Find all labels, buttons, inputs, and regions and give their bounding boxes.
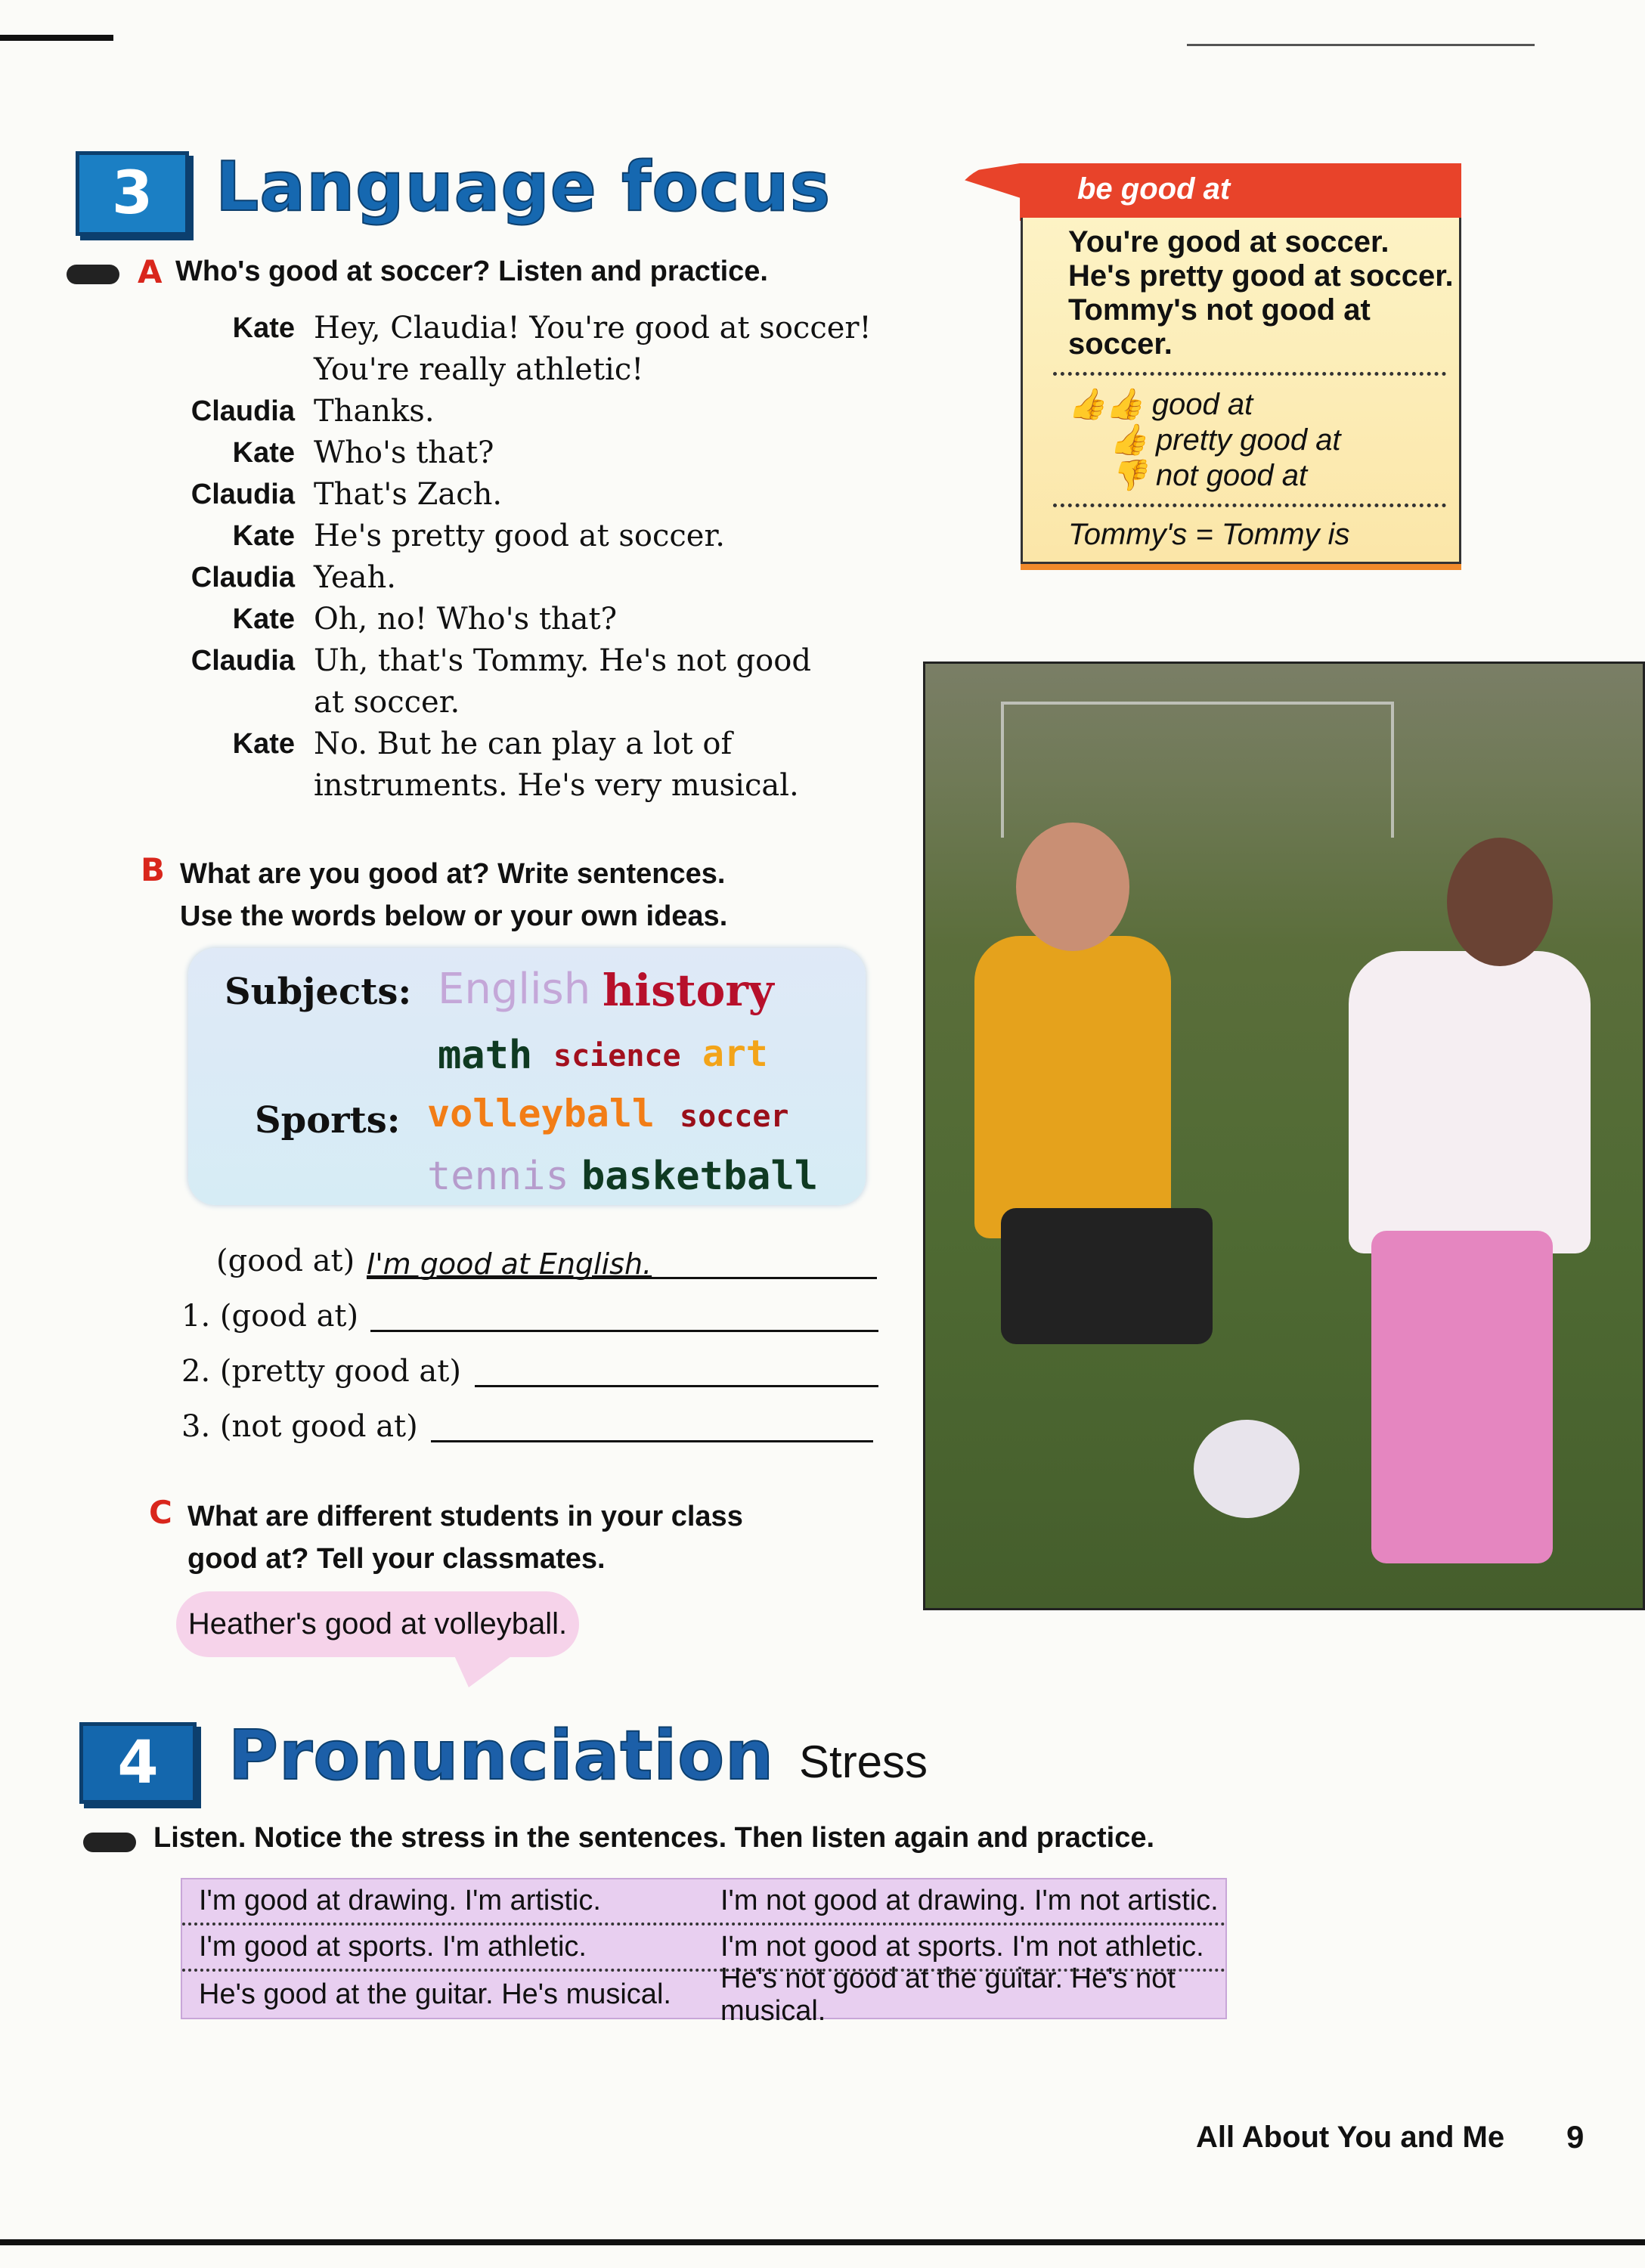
subjects-label: Subjects: <box>225 971 412 1013</box>
word: art <box>702 1033 768 1075</box>
word: history <box>603 965 774 1016</box>
word: volleyball <box>427 1092 655 1136</box>
dialogue-line: Thanks. <box>314 394 435 429</box>
speaker-name: Claudia <box>191 479 295 510</box>
grammar-example: He's pretty good at soccer. <box>1068 259 1454 293</box>
dialogue-line: Who's that? <box>314 435 494 470</box>
scale-label: good at <box>1151 388 1253 421</box>
exercise-1-prompt: 1. (good at) <box>181 1299 359 1334</box>
speech-bubble <box>176 1591 579 1657</box>
scale-label: pretty good at <box>1155 423 1341 457</box>
soccer-photo <box>923 662 1645 1610</box>
bottom-rule <box>0 2239 1645 2245</box>
section-number: 3 <box>76 151 189 236</box>
sentence: I'm good at sports. I'm athletic. <box>199 1931 587 1963</box>
exercise-2-prompt: 2. (pretty good at) <box>181 1354 461 1389</box>
girl-head-2 <box>1447 838 1553 966</box>
soccer-ball <box>1194 1420 1300 1518</box>
instruction-line: What are you good at? Write sentences. <box>180 858 726 890</box>
answer-line-example <box>367 1247 877 1279</box>
goal-net <box>1001 702 1394 838</box>
dialogue-line: Uh, that's Tommy. He's not good <box>314 643 811 678</box>
instruction-line: Use the words below or your own ideas. <box>180 900 728 932</box>
word-box <box>188 948 866 1205</box>
answer-input-3[interactable] <box>431 1411 873 1442</box>
girl-yellow-jersey <box>974 936 1171 1238</box>
grammar-note: Tommy's = Tommy is <box>1068 518 1350 551</box>
thumbs-down-icon: 👎 <box>1110 459 1148 492</box>
audio-icon[interactable] <box>67 265 119 284</box>
exercise-example-prompt: (good at) <box>216 1244 355 1278</box>
scale-not-good <box>1068 457 1459 493</box>
dialogue-line: Hey, Claudia! You're good at soccer! <box>314 311 872 345</box>
word: math <box>438 1033 533 1078</box>
bubble-tail <box>454 1654 514 1687</box>
speaker-name: Kate <box>232 437 295 469</box>
sentence: I'm not good at sports. I'm not athletic. <box>720 1931 1204 1963</box>
divider <box>1053 503 1446 507</box>
dialogue-line: Yeah. <box>314 560 396 595</box>
exercise-b-instruction <box>180 853 727 937</box>
girl-pink <box>1349 951 1591 1253</box>
top-rule <box>0 35 113 41</box>
section-title: Pronunciation <box>228 1716 775 1796</box>
word: basketball <box>581 1154 819 1199</box>
dialogue-line: You're really athletic! <box>314 352 644 387</box>
grammar-example: Tommy's not good at soccer. <box>1068 293 1371 361</box>
footer-unit-title: All About You and Me <box>1196 2121 1505 2154</box>
exercise-letter-c: C <box>149 1494 172 1531</box>
speaker-name: Kate <box>232 520 295 552</box>
dialogue-line: Oh, no! Who's that? <box>314 602 618 637</box>
top-rule-right <box>1187 44 1535 46</box>
dialogue-line: No. But he can play a lot of <box>314 727 733 761</box>
sentence: I'm good at drawing. I'm artistic. <box>199 1885 601 1916</box>
pronunciation-instruction: Listen. Notice the stress in the sentences. Then listen again and practice. <box>153 1822 1155 1854</box>
dialogue-line: He's pretty good at soccer. <box>314 519 725 553</box>
scale-pretty-good <box>1068 422 1459 457</box>
exercise-c-instruction <box>187 1495 743 1580</box>
dialogue-line: instruments. He's very musical. <box>314 768 799 803</box>
audio-icon[interactable] <box>83 1833 136 1852</box>
speaker-name: Claudia <box>191 645 295 677</box>
speaker-name: Kate <box>232 603 295 635</box>
grammar-example: You're good at soccer. <box>1068 225 1389 259</box>
sports-label: Sports: <box>255 1099 401 1142</box>
example-answer: I'm good at English. <box>367 1247 652 1281</box>
dialogue-line: at soccer. <box>314 685 460 720</box>
exercise-letter-a: A <box>138 253 163 290</box>
girl-head <box>1016 823 1129 951</box>
answer-input-2[interactable] <box>475 1356 878 1387</box>
instruction-line: What are different students in your class <box>187 1501 743 1532</box>
bubble-text: Heather's good at volleyball. <box>187 1607 568 1641</box>
word: tennis <box>427 1154 569 1199</box>
exercise-3-prompt: 3. (not good at) <box>181 1409 418 1444</box>
sentence: I'm not good at drawing. I'm not artistic. <box>720 1885 1219 1916</box>
section-number: 4 <box>79 1722 197 1804</box>
exercise-letter-b: B <box>141 851 166 888</box>
instruction-line: good at? Tell your classmates. <box>187 1543 606 1575</box>
scale-label: not good at <box>1155 459 1308 492</box>
exercise-a-instruction: Who's good at soccer? Listen and practice. <box>175 256 768 287</box>
speaker-name: Claudia <box>191 395 295 427</box>
sentence: He's good at the guitar. He's musical. <box>199 1978 671 2010</box>
sentence: He's not good at the guitar. He's not musical. <box>720 1962 1176 2027</box>
grammar-box <box>1021 218 1461 564</box>
speaker-name: Kate <box>232 728 295 760</box>
word: soccer <box>680 1099 789 1134</box>
stress-table <box>181 1878 1227 2027</box>
grammar-box-title: be good at <box>1077 172 1231 206</box>
section-title: Language focus <box>215 147 832 227</box>
shorts <box>1001 1208 1213 1344</box>
section-subtitle: Stress <box>799 1737 928 1787</box>
speaker-name: Kate <box>232 312 295 344</box>
pink-pants <box>1371 1231 1553 1563</box>
answer-input-1[interactable] <box>370 1300 878 1332</box>
dialogue-line: That's Zach. <box>314 477 503 512</box>
table-row <box>182 1879 1225 1926</box>
scale-good <box>1068 386 1459 422</box>
thumbs-up-icon: 👍 <box>1110 423 1148 457</box>
table-row <box>182 1962 1225 2027</box>
word: English <box>438 965 591 1014</box>
divider <box>1053 372 1446 376</box>
speaker-name: Claudia <box>191 562 295 593</box>
thumbs-up-icon: 👍👍 <box>1068 388 1144 421</box>
page-number: 9 <box>1566 2119 1585 2155</box>
word: science <box>553 1039 681 1074</box>
